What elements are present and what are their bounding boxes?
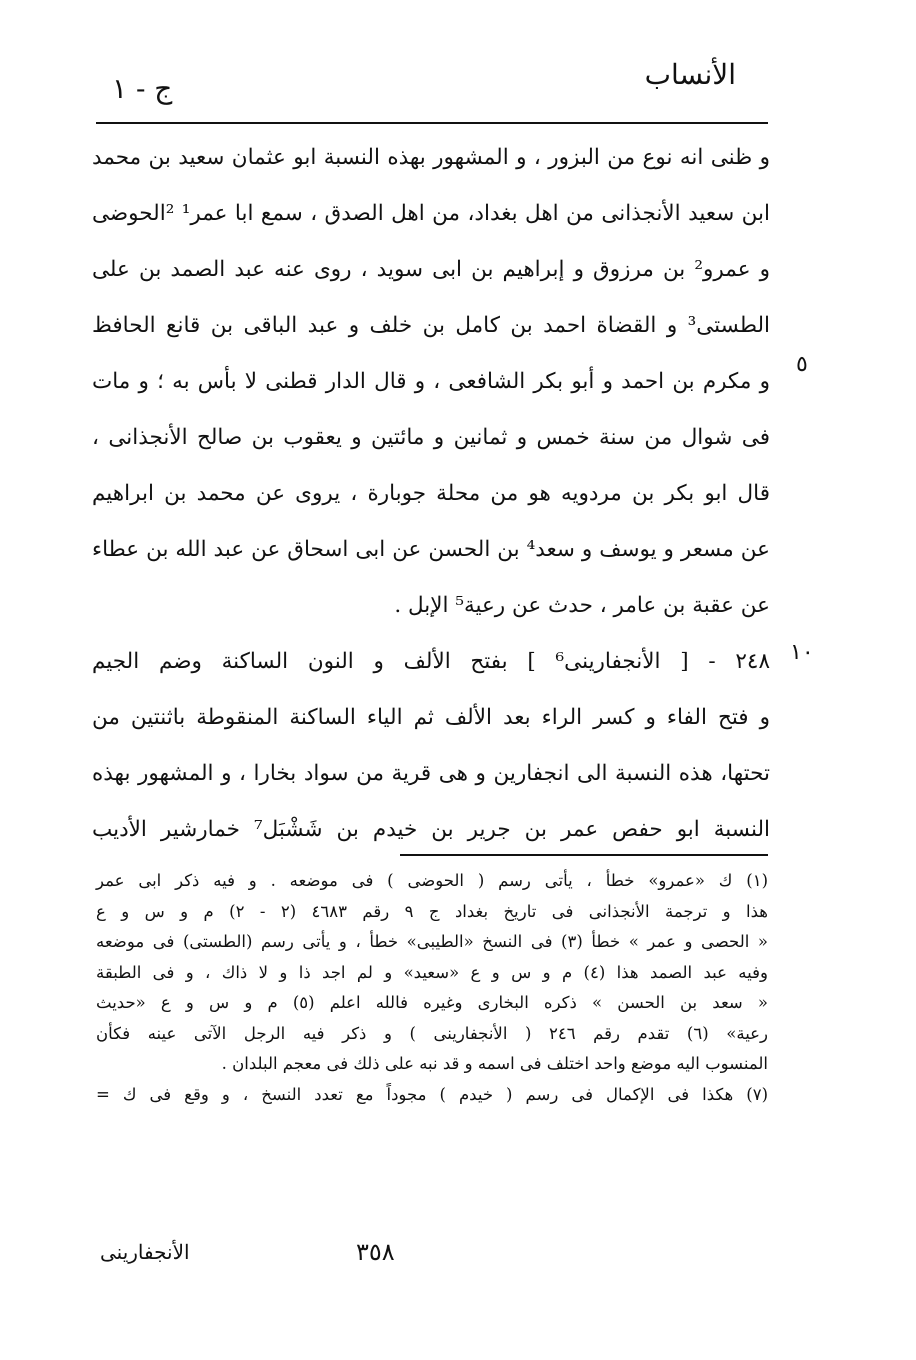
text-line: ابن سعيد الأنجذانى من اهل بغداد، من اهل الصدق ، سمع ابا عمر¹ ²الحوضى bbox=[92, 201, 770, 226]
catchword: الأنجفارينى bbox=[100, 1240, 190, 1264]
text-line: قال ابو بكر بن مردويه هو من محلة جوبارة ، يروى عن محمد بن ابراهيم bbox=[92, 481, 770, 506]
footnotes bbox=[96, 866, 768, 1110]
footnote-line: المنسوب اليه موضع واحد اختلف فى اسمه و قد نبه على ذلك فى معجم البلدان . bbox=[221, 1054, 768, 1073]
footnote-rule bbox=[400, 854, 768, 856]
volume-label: ج - ١ bbox=[112, 72, 173, 105]
footnote-line: وفيه عبد الصمد هذا (٤) م و س و ع «سعيد» و لم اجد ذا و لا ذاك ، و فى الطبقة bbox=[96, 962, 768, 982]
text-line: و عمرو² بن مرزوق و إبراهيم بن ابى سويد ، روى عنه عبد الصمد بن على bbox=[92, 257, 770, 282]
main-text bbox=[92, 130, 770, 858]
footnote-line: هذا و ترجمة الأنجذانى فى تاريخ بغداد ج ٩ رقم ٤٦٨٣ (٢ - ٢) م و س و ع bbox=[96, 901, 768, 921]
footnote-line: (١) ك «عمرو» خطأ ، يأتى رسم ( الحوضى ) فى موضعه . و فيه ذكر ابى عمر bbox=[96, 871, 768, 890]
header-rule bbox=[96, 122, 768, 124]
text-line: عن مسعر و يوسف و سعد⁴ بن الحسن عن ابى اسحاق عن عبد الله بن عطاء bbox=[92, 537, 770, 562]
page-number: ٣٥٨ bbox=[356, 1238, 395, 1266]
text-line: النسبة ابو حفص عمر بن جرير بن خيدم بن شَشْبَل⁷ خمارشير الأديب bbox=[92, 817, 770, 842]
entry-heading-line: ٢٤٨ - [ الأنجفارينى⁶ ] بفتح الألف و النون الساكنة وضم الجيم bbox=[92, 649, 770, 674]
line-number-10: ١٠ bbox=[790, 640, 814, 665]
text-line: و مكرم بن احمد و أبو بكر الشافعى ، و قال الدار قطنى لا بأس به ؛ و مات bbox=[92, 369, 770, 394]
footnote-line: « الحصى و عمر » خطأ (٣) فى النسخ «الطيبى» خطأ ، و يأتى رسم (الطستى) فى موضعه bbox=[96, 932, 768, 951]
text-line: تحتها، هذه النسبة الى انجفارين و هى قرية من سواد بخارا ، و المشهور بهذه bbox=[92, 761, 770, 786]
text-line: و ظنى انه نوع من البزور ، و المشهور بهذه النسبة ابو عثمان سعيد بن محمد bbox=[92, 145, 770, 170]
running-title: الأنساب bbox=[644, 58, 736, 91]
footnote-line: رعية» (٦) تقدم رقم ٢٤٦ ( الأنجفارينى ) و ذكر فيه الرجل الآتى عينه فكأن bbox=[96, 1023, 768, 1043]
text-line: الطستى³ و القضاة احمد بن كامل بن خلف و عبد الباقى بن قانع الحافظ bbox=[92, 313, 770, 338]
text-line: فى شوال من سنة خمس و ثمانين و مائتين و يعقوب بن صالح الأنجذانى ، bbox=[92, 425, 770, 450]
footnote-line: (٧) هكذا فى الإكمال فى رسم ( خيدم ) مجوداً مع تعدد النسخ ، و وقع فى ك = bbox=[96, 1084, 768, 1104]
text-line: و فتح الفاء و كسر الراء بعد الألف ثم الياء الساكنة المنقوطة باثنتين من bbox=[92, 705, 770, 730]
footnote-line: « سعد بن الحسن » ذكره البخارى وغيره فالله اعلم (٥) م و س و ع «حديث bbox=[96, 993, 768, 1012]
line-number-5: ٥ bbox=[796, 352, 808, 377]
text-line: عن عقبة بن عامر ، حدث عن رعية⁵ الإبل . bbox=[394, 593, 770, 618]
